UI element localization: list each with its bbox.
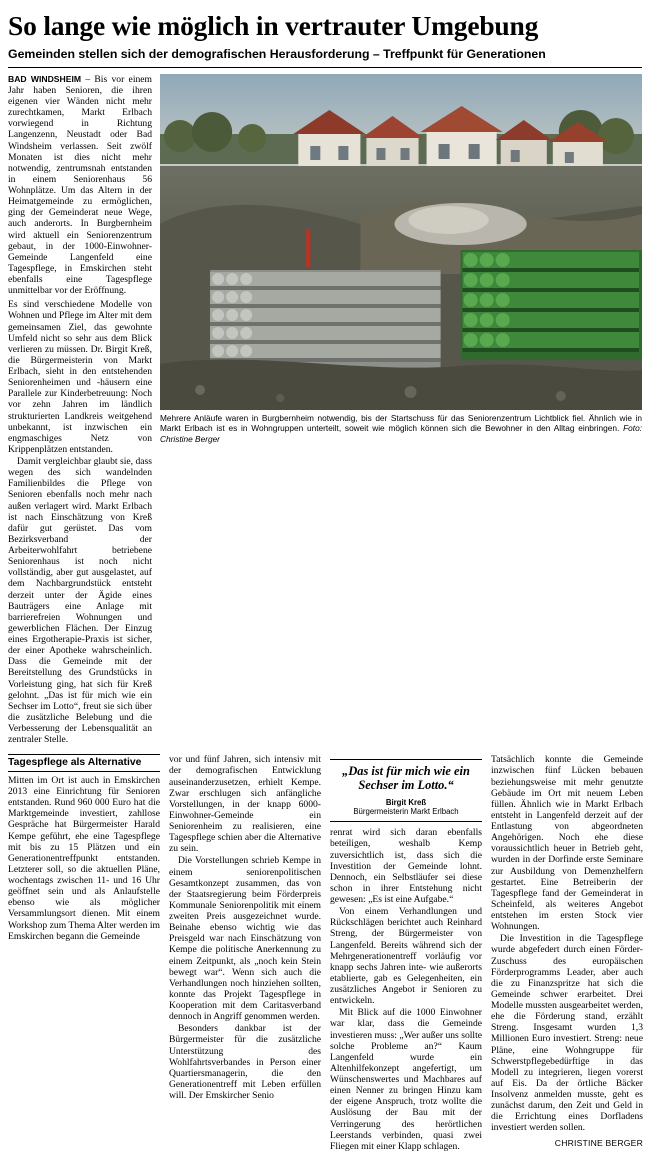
column-3	[330, 754, 482, 1152]
paragraph: Mitten im Ort ist auch in Emskirchen 2013 eine Einrichtung für Senioren entstanden. Rund 960 000 Euro hat die Marktgemeinde investiert, zahllose Gespräche hat Bürgermeister Harald Kempe geführt, ehe eine Tagespflege mit bis zu 15 Plätzen und ein Generationentreffpunkt entstanden. Letzterer soll, so die aktuellen Pläne, wochentags zwischen 11- und 16 Uhr geöffnet sein und als Anlaufstelle ebenso wie als möglicher Versammlungsort dienen. Mit einem Workshop zum Thema Alter werden im Emskirchen begann die Gemeinde	[8, 774, 160, 942]
lead-column	[8, 74, 160, 746]
article-subhead: Gemeinden stellen sich der demografischen Herausforderung – Treffpunkt für Generationen	[8, 46, 546, 61]
paragraph: Die Vorstellungen schrieb Kempe in einem seniorenpolitischen Gesamtkonzept zusammen, das von der Staatsregierung beim Förderpreis Kommunale Seniorenpolitik mit einem zweiten Preis ausgezeichnet wurde. Beinahe ebenso wichtig wie das Preisgeld war nach Einschätzung von Kempe die politische Anerkennung zu einem Zeitpunkt, als „noch kein Stein bewegt war“. Wenn sich auch die Verhandlungen noch hinziehen sollten, konnte das Projekt Tagespflege in Kooperation mit dem Caritasverband dennoch in Angriff genommen werden.	[169, 855, 321, 1023]
paragraph: Mit Blick auf die 1000 Einwohner war klar, dass die Gemeinde investieren muss: „Wer außer uns sollte solche Probleme an?“ Kaum Langenfeld wurde ein Altenhilfekonzept angefertigt, um Wünschenswertes und Machbares auf einen Nenner zu bringen Hinzu kam der eigene Anspruch, trotz wollte die Auslösung der Bau mit der Verringerung des herörtlichen Leerstands verbinden, quasi zwei Fliegen mit einer Klapp schlagen.	[330, 1007, 482, 1152]
newspaper-page	[0, 10, 650, 1152]
lead-paragraph	[8, 74, 152, 297]
pull-quote-role: Bürgermeisterin Markt Erlbach	[353, 806, 459, 816]
pull-quote-name: Birgit Kreß	[385, 797, 427, 807]
column-4	[491, 754, 643, 1152]
paragraph: renrat wird sich daran ebenfalls beteiligen, weshalb Kemp zuversichtlich ist, dass sich die Investition der Gemeinde lohnt. Dennoch, ein Selbstläufer sei diese schon in ihrer Entstehung nicht gewesen: „Es ist eine Aufgabe.“	[330, 827, 482, 906]
photo-illustration	[160, 74, 642, 410]
top-section	[8, 74, 642, 746]
lead-text: – Bis vor einem Jahr haben Senioren, die ihren eigenen vier Wänden nicht mehr zurechtkamen, Markt Erlbach vorwiegend in Richtung Langenzenn, Neustadt oder Bad Windsheim verlassen. Seit zwölf Monaten ist dies nicht mehr notwendig, zentrumsnah entstanden in einem Seniorenhaus 56 Wohnplätze. Um das Altern in der Heimatgemeinde zu ermöglichen, ging der Gemeinderat neue Wege, auch anderorts. In Burgbernheim wird aktuell ein Seniorenzentrum gebaut, in der 1000-Einwohner-Gemeinde Langenfeld eine Tagespflege, in Emskirchen steht ebenfalls eine Tagespflege unmittelbar vor der Eröffnung.	[8, 73, 152, 297]
paragraph: Besonders dankbar ist der Bürgermeister für die zusätzliche Unterstützung des Wohlfahrtsverbandes in Person einer Quartiersmanagerin, die den Generationentreff mit Leben erfüllen will. Der Emskircher Senio	[169, 1023, 321, 1102]
paragraph: Von einem Verhandlungen und Rückschlägen berichtet auch Reinhard Streng, der Bürgermeister von Langenfeld. Bereits während sich der Mehrgenerationentreff vorläufig vor knapp sechs Jahren inte- wie außerorts etablierte, gab es Gelegenheiten, ein zusätzliches Angebot ir Senioren zu entwickeln.	[330, 906, 482, 1007]
paragraph: Damit vergleichbar glaubt sie, dass wegen des sich wandelnden Familienbildes die Pflege von Senioren ebenfalls noch mehr nach außen verlagert wird. Markt Erlbach ist nach Einschätzung von Kreß dafür gut gerüstet. Das vom Bezirksverband der Arbeiterwohlfahrt betriebene Seniorenhaus ist noch nicht vollständig, aber gut ausgelastet, auf dem Nachbargrundstück entsteht derzeit unter der Ägide eines Bauträgers eine Anlage mit barrierefreien Wohnungen und gewerblichen Flächen. Der Einzug eines Ergotherapie-Praxis ist sicher, der einer Apotheke wahrscheinlich. Dass die Gemeinde mit der Bereitstellung des Grundstücks in Vorleistung ging, hat sich für Kreß gelohnt. „Das ist für mich wie ein Sechser im Lotto“, freut sie sich über die zusätzliche Belebung und die Verbesserung der Lebensqualität an zentraler Stelle.	[8, 456, 152, 746]
page-title: So lange wie möglich in vertrauter Umgebung	[8, 10, 539, 41]
pull-quote-box	[330, 759, 482, 822]
header-divider	[8, 67, 642, 68]
pull-quote-attribution	[330, 798, 482, 817]
photo-caption	[160, 413, 642, 444]
paragraph: vor und fünf Jahren, sich intensiv mit der demografischen Entwicklung auseinanderzusetzen, erhielt Kempe. Zwar erschlugen sich anfängliche Vorstellungen, in der knapp 6000-Einwohner-Gemeinde ein Seniorenheim zu realisieren, eine Tagespflege schien aber die Alternative zu sein.	[169, 754, 321, 855]
paragraph: Tatsächlich konnte die Gemeinde inzwischen fünf Lücken bebauen beziehungsweise mit mehr genutzte Gebäude im Ort mit neuem Leben füllen. Ähnlich wie in Markt Erlbach entsteht in Langenfeld derzeit auf der Entlastung von abgeordneten Angehörigen. Noch ehe diese voraussichtlich heuer in Betrieb geht, wurden in der Dorfinde erste Seminare zur Ausbildung von Demenzhelfern gestartet. Eine Betreiberin der Tagespflege fand der Gemeinderat in Scheinfeld, als weiteres Angebot entstehen im ersten Stock vier Wohnungen.	[491, 754, 643, 933]
photo-credit: Foto: Christine Berger	[160, 423, 642, 444]
paragraph: Es sind verschiedene Modelle von Wohnen und Pflege im Alter mit dem gemeinsamen Ziel, das gewohnte Umfeld nicht so sehr aus dem Blick verlieren zu müssen. Dr. Birgit Kreß, die Bürgermeisterin von Markt Erlbach, sieht in den entstehenden Seniorenheimen und -häusern eine Parallele zur Kinderbetreuung: Noch vor zehn Jahren im ländlich strukturierten Landkreis weitgehend unbekannt, ist inzwischen ein engmaschiges Netz von Krippenplätzen entstanden.	[8, 299, 152, 455]
column-1	[8, 754, 160, 1152]
article-photo	[160, 74, 642, 410]
article-byline: CHRISTINE BERGER	[554, 1137, 643, 1148]
pull-quote: „Das ist für mich wie ein Sechser im Lotto.“	[342, 764, 470, 792]
photo-block	[160, 74, 642, 746]
body-columns	[8, 754, 642, 1152]
caption-text: Mehrere Anläufe waren in Burgbernheim notwendig, bis der Startschuss für das Seniorenzentrum Lichtblick fiel. Ähnlich wie in Markt Erlbach ist es in Wohngruppen unterteilt, soweit wie möglich können sich die Bewohner in den Alltag einbringen.	[160, 412, 642, 434]
section-heading: Tagespflege als Alternative	[8, 754, 160, 772]
dateline: BAD WINDSHEIM	[8, 73, 82, 84]
paragraph: Die Investition in die Tagespflege wurde abgefedert durch einen Förder-Zuschuss des europäischen Förderprogramms Leader, aber auch die zu Finanzspritze hat sich die Gemeinde schwer erarbeitet. Drei Modelle mussten ausgearbeitet werden, ehe die Förderung stand, erzählt Streng. Insgesamt wurden 1,3 Millionen Euro investiert. Streng: neue Pläne, eine Wohngruppe für Schwerstpflegebedürftige in das Modell zu integrieren, liegen vorerst auf Eis. Da der örtliche Bäcker Insolvenz anmelden musste, geht es zunächst darum, den Zeit und Geld in die Errichtung eines Dorfladens investiert werden sollen.	[491, 933, 643, 1134]
column-2	[169, 754, 321, 1152]
